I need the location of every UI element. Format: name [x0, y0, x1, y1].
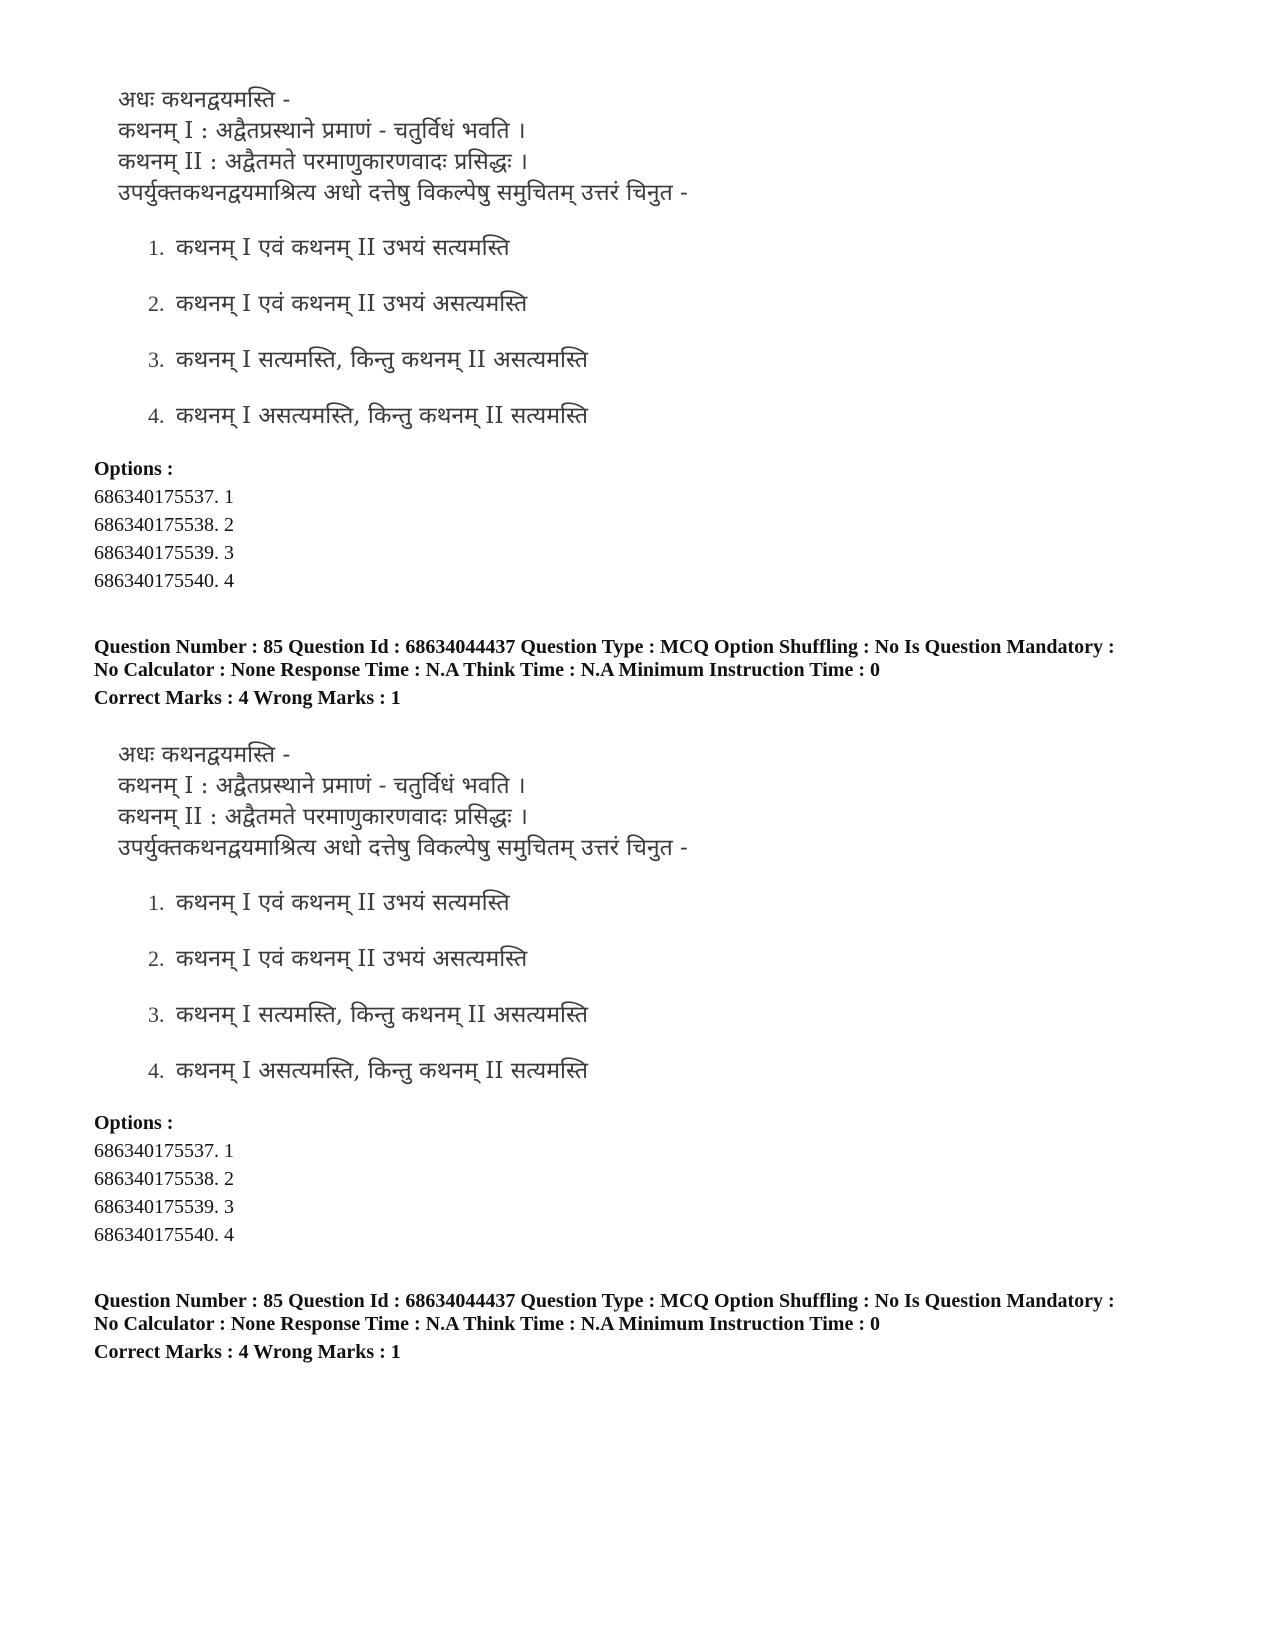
question-intro: अधः कथनद्वयमस्ति -	[118, 87, 291, 113]
choice-2	[148, 941, 527, 973]
choice-number: 3.	[148, 1002, 165, 1027]
option-line: 686340175540. 4	[94, 1224, 234, 1246]
question-meta-line-1: Question Number : 85 Question Id : 68634044437 Question Type : MCQ Option Shuffling : No Is Question Mandatory :	[94, 1290, 1115, 1312]
choice-1	[148, 230, 510, 262]
choice-2	[148, 286, 527, 318]
choice-number: 1.	[148, 890, 165, 915]
options-heading: Options :	[94, 458, 174, 480]
question-image-1	[118, 85, 1018, 429]
options-heading: Options :	[94, 1112, 174, 1134]
choice-3	[148, 997, 588, 1029]
choice-number: 1.	[148, 235, 165, 260]
option-line: 686340175538. 2	[94, 1168, 234, 1190]
choice-number: 2.	[148, 946, 165, 971]
statement-two: कथनम् II : अद्वैतमते परमाणुकारणवादः प्रसिद्धः ।	[118, 804, 528, 830]
choice-text: कथनम् I असत्यमस्ति, किन्तु कथनम् II सत्यमस्ति	[175, 403, 589, 429]
question-meta-line-1: Question Number : 85 Question Id : 68634044437 Question Type : MCQ Option Shuffling : No Is Question Mandatory :	[94, 636, 1115, 658]
choice-4	[148, 1053, 588, 1085]
choice-number: 3.	[148, 347, 165, 372]
option-line: 686340175539. 3	[94, 1196, 234, 1218]
choice-text: कथनम् I एवं कथनम् II उभयं सत्यमस्ति	[175, 890, 510, 916]
question-meta-line-2: No Calculator : None Response Time : N.A Think Time : N.A Minimum Instruction Time : 0	[94, 659, 880, 681]
question-instruction: उपर्युक्तकथनद्वयमाश्रित्य अधो दत्तेषु विकल्पेषु समुचितम् उत्तरं चिनुत -	[118, 835, 688, 861]
choice-text: कथनम् I असत्यमस्ति, किन्तु कथनम् II सत्यमस्ति	[175, 1058, 589, 1084]
statement-one: कथनम् I : अद्वैतप्रस्थाने प्रमाणं - चतुर्विधं भवति ।	[118, 118, 526, 144]
question-meta-line-2: No Calculator : None Response Time : N.A Think Time : N.A Minimum Instruction Time : 0	[94, 1313, 880, 1335]
option-line: 686340175539. 3	[94, 542, 234, 564]
marks-line: Correct Marks : 4 Wrong Marks : 1	[94, 1341, 401, 1363]
choice-number: 4.	[148, 1058, 165, 1083]
choice-number: 4.	[148, 403, 165, 428]
choice-3	[148, 342, 588, 374]
option-line: 686340175537. 1	[94, 486, 234, 508]
choice-text: कथनम् I सत्यमस्ति, किन्तु कथनम् II असत्यमस्ति	[175, 347, 589, 373]
question-instruction: उपर्युक्तकथनद्वयमाश्रित्य अधो दत्तेषु विकल्पेषु समुचितम् उत्तरं चिनुत -	[118, 180, 688, 206]
choice-1	[148, 885, 510, 917]
option-line: 686340175540. 4	[94, 570, 234, 592]
choice-text: कथनम् I सत्यमस्ति, किन्तु कथनम् II असत्यमस्ति	[175, 1002, 589, 1028]
statement-one: कथनम् I : अद्वैतप्रस्थाने प्रमाणं - चतुर्विधं भवति ।	[118, 773, 526, 799]
choice-4	[148, 398, 588, 430]
question-intro: अधः कथनद्वयमस्ति -	[118, 742, 291, 768]
choice-text: कथनम् I एवं कथनम् II उभयं असत्यमस्ति	[175, 291, 528, 317]
marks-line: Correct Marks : 4 Wrong Marks : 1	[94, 687, 401, 709]
choice-number: 2.	[148, 291, 165, 316]
choice-text: कथनम् I एवं कथनम् II उभयं सत्यमस्ति	[175, 235, 510, 261]
statement-two: कथनम् II : अद्वैतमते परमाणुकारणवादः प्रसिद्धः ।	[118, 149, 528, 175]
question-image-2	[118, 740, 1018, 1084]
option-line: 686340175538. 2	[94, 514, 234, 536]
option-line: 686340175537. 1	[94, 1140, 234, 1162]
choice-text: कथनम् I एवं कथनम् II उभयं असत्यमस्ति	[175, 946, 528, 972]
